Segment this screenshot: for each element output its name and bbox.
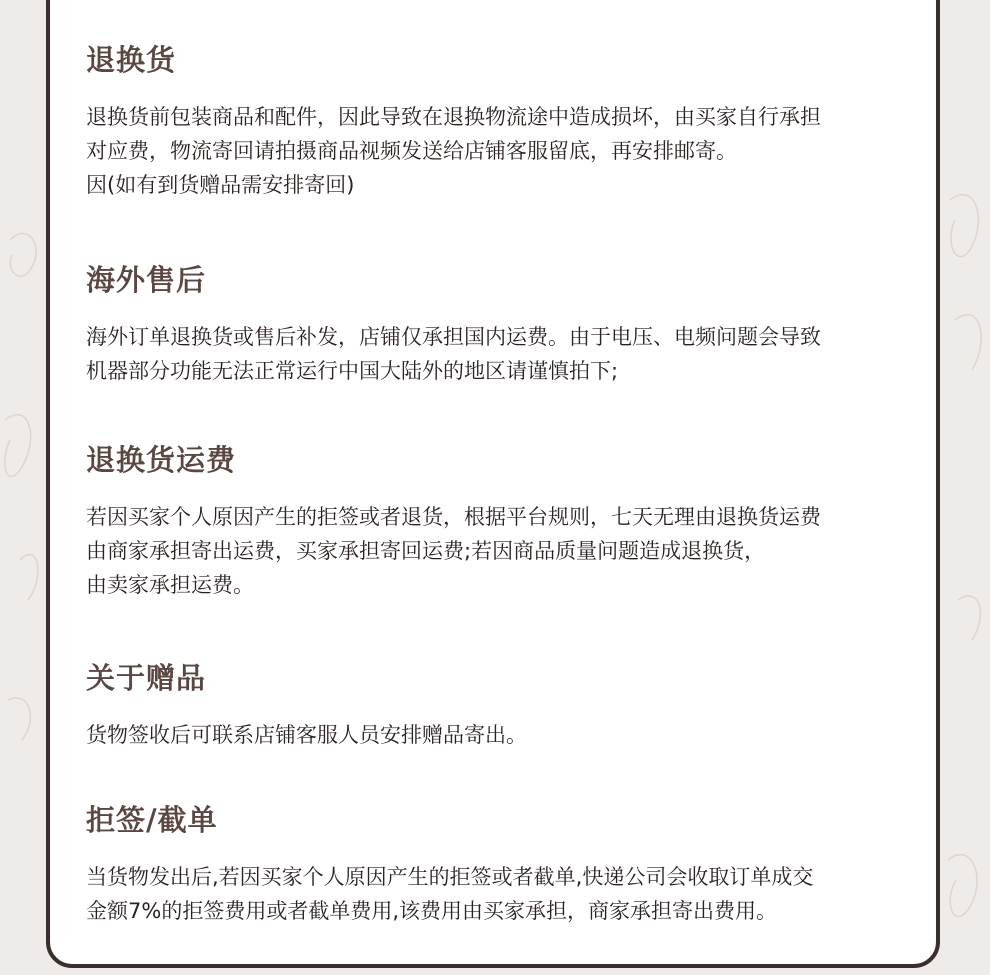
section-return-shipping-fee <box>86 442 936 602</box>
body-line: 因(如有到货赠品需安排寄回) <box>86 173 355 197</box>
section-body <box>86 100 936 202</box>
section-return-exchange <box>86 42 936 202</box>
section-title: 海外售后 <box>86 263 207 297</box>
section-title: 关于赠品 <box>86 661 207 695</box>
body-line: 当货物发出后,若因买家个人原因产生的拒签或者截单,快递公司会收取订单成交 <box>86 865 814 889</box>
body-line: 金额7%的拒签费用或者截单费用,该费用由买家承担，商家承担寄出费用。 <box>86 899 777 923</box>
section-body <box>86 860 936 928</box>
body-line: 由卖家承担运费。 <box>86 573 254 597</box>
body-line: 对应费，物流寄回请拍摄商品视频发送给店铺客服留底，再安排邮寄。 <box>86 139 737 163</box>
section-body <box>86 320 936 388</box>
section-gifts <box>86 660 936 752</box>
section-title: 退换货 <box>86 43 177 77</box>
body-line: 货物签收后可联系店铺客服人员安排赠品寄出。 <box>86 723 527 747</box>
body-line: 由商家承担寄出运费，买家承担寄回运费;若因商品质量问题造成退换货， <box>86 539 766 563</box>
section-title: 退换货运费 <box>86 443 237 477</box>
body-line: 退换货前包装商品和配件，因此导致在退换物流途中造成损坏，由买家自行承担 <box>86 105 821 129</box>
policy-card <box>46 0 940 968</box>
section-body <box>86 500 936 602</box>
body-line: 海外订单退换货或售后补发，店铺仅承担国内运费。由于电压、电频问题会导致 <box>86 325 821 349</box>
body-line: 机器部分功能无法正常运行中国大陆外的地区请谨慎拍下; <box>86 359 619 383</box>
section-refusal-interception <box>86 802 936 928</box>
body-line: 若因买家个人原因产生的拒签或者退货，根据平台规则，七天无理由退换货运费 <box>86 505 821 529</box>
section-overseas-after-sales <box>86 262 936 388</box>
section-body <box>86 718 936 752</box>
section-title: 拒签/截单 <box>86 803 218 837</box>
